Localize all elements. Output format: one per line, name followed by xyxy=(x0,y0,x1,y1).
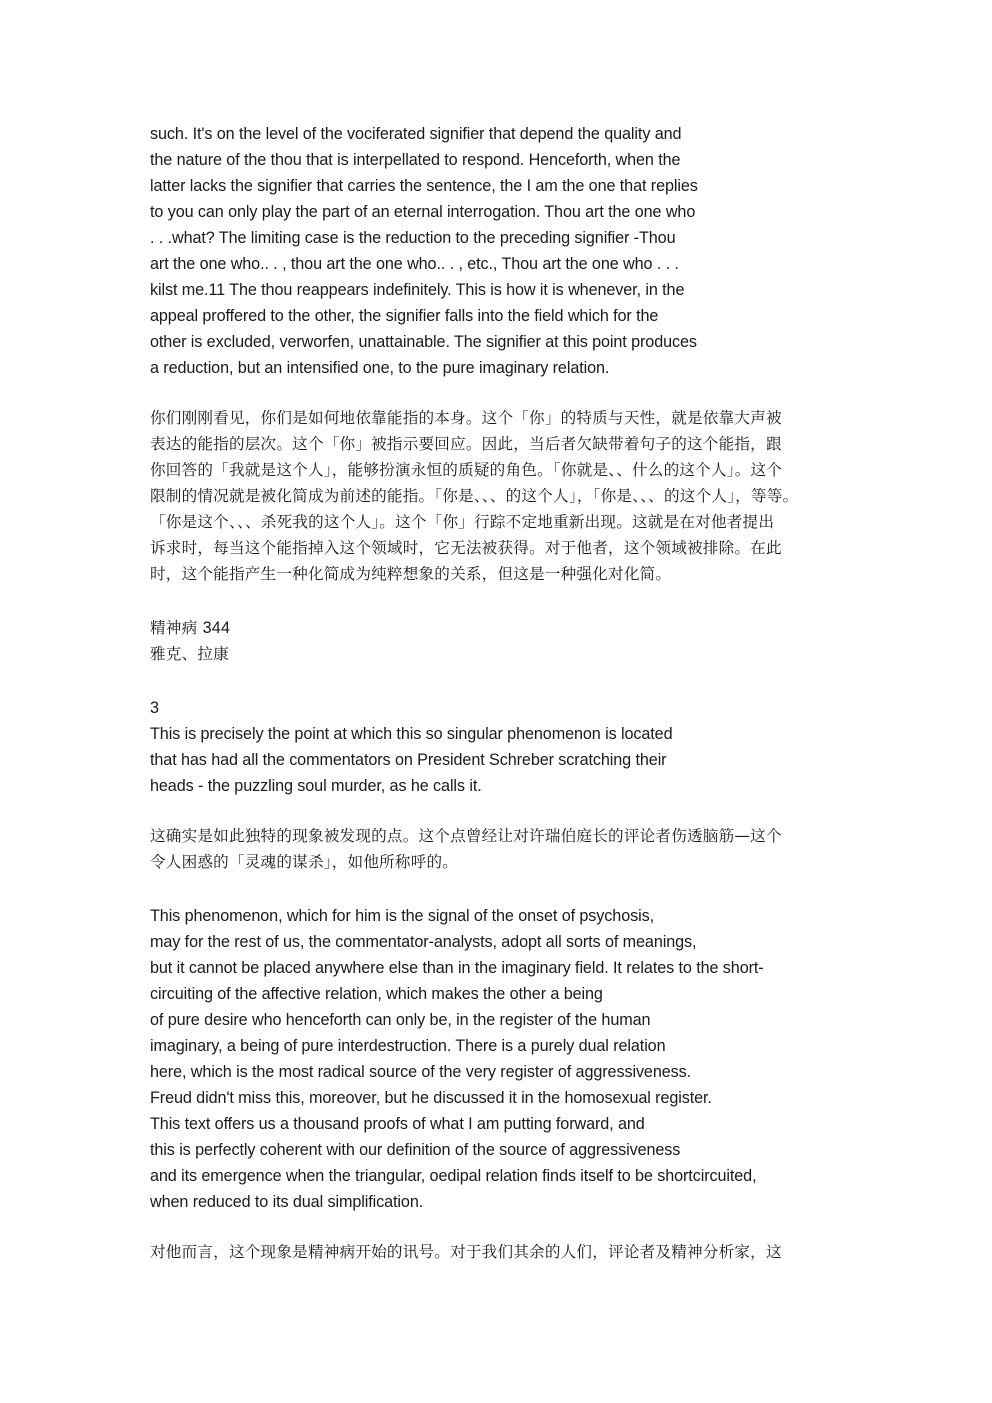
text-line: a reduction, but an intensified one, to the pure imaginary relation. xyxy=(150,359,610,377)
text-line: 对他而言，这个现象是精神病开始的讯号。对于我们其余的人们，评论者及精神分析家，这 xyxy=(150,1243,782,1261)
text-line: when reduced to its dual simplification. xyxy=(150,1193,424,1211)
paragraph-gap xyxy=(150,667,850,695)
section-heading xyxy=(150,695,850,721)
text-line: 这确实是如此独特的现象被发现的点。这个点曾经让对许瑞伯庭长的评论者伤透脑筋—这个 xyxy=(150,827,782,845)
text-line: to you can only play the part of an eternal interrogation. Thou art the one who xyxy=(150,203,696,221)
text-line: 时，这个能指产生一种化简成为纯粹想象的关系，但这是一种强化对化简。 xyxy=(150,565,672,583)
text-line: 表达的能指的层次。这个「你」被指示要回应。因此，当后者欠缺带着句子的这个能指，跟 xyxy=(150,435,782,453)
text-line: This is precisely the point at which this so singular phenomenon is located xyxy=(150,725,673,743)
paragraph-2-english xyxy=(150,721,850,799)
text-line: latter lacks the signifier that carries the sentence, the I am the one that replies xyxy=(150,177,698,195)
text-line: 你们刚刚看见，你们是如何地依靠能指的本身。这个「你」的特质与天性，就是依靠大声被 xyxy=(150,409,782,427)
paragraph-3-english xyxy=(150,903,850,1215)
header-line xyxy=(150,615,850,641)
text-line: that has had all the commentators on President Schreber scratching their xyxy=(150,751,667,769)
text-line: imaginary, a being of pure interdestruction. There is a purely dual relation xyxy=(150,1037,666,1055)
text-line: 你回答的「我就是这个人」，能够扮演永恒的质疑的角色。「你就是、、什么的这个人」。这个 xyxy=(150,461,783,479)
page-number: 344 xyxy=(202,619,231,637)
text-line: 「你是这个、、、杀死我的这个人」。这个「你」行踪不定地重新出现。这就是在对他者提出 xyxy=(150,513,775,531)
text-line: here, which is the most radical source of the very register of aggressiveness. xyxy=(150,1063,692,1081)
text-line: . . .what? The limiting case is the reduction to the preceding signifier -Thou xyxy=(150,229,676,247)
paragraph-gap xyxy=(150,875,850,903)
paragraph-1-english xyxy=(150,121,850,381)
text-line: Freud didn't miss this, moreover, but he discussed it in the homosexual register. xyxy=(150,1089,712,1107)
header-author: 雅克、拉康 xyxy=(150,645,229,663)
paragraph-1-chinese xyxy=(150,405,850,587)
text-line: heads - the puzzling soul murder, as he calls it. xyxy=(150,777,482,795)
text-line: may for the rest of us, the commentator-analysts, adopt all sorts of meanings, xyxy=(150,933,697,951)
document-page xyxy=(150,121,850,1265)
text-line: of pure desire who henceforth can only be, in the register of the human xyxy=(150,1011,651,1029)
paragraph-gap xyxy=(150,799,850,823)
section-number: 3 xyxy=(150,699,159,717)
text-line: 诉求时，每当这个能指掉入这个领域时，它无法被获得。对于他者，这个领域被排除。在此 xyxy=(150,539,782,557)
text-line: such. It's on the level of the vociferated signifier that depend the quality and xyxy=(150,125,682,143)
text-line: appeal proffered to the other, the signifier falls into the field which for the xyxy=(150,307,659,325)
text-line: other is excluded, verworfen, unattainable. The signifier at this point produces xyxy=(150,333,697,351)
text-line: and its emergence when the triangular, oedipal relation finds itself to be shortcircuited, xyxy=(150,1167,757,1185)
paragraph-2-chinese xyxy=(150,823,850,875)
text-line: but it cannot be placed anywhere else than in the imaginary field. It relates to the short- xyxy=(150,959,764,977)
text-line: circuiting of the affective relation, which makes the other a being xyxy=(150,985,603,1003)
paragraph-gap xyxy=(150,587,850,615)
text-line: 限制的情况就是被化简成为前述的能指。「你是、、、的这个人」，「你是、、、的这个人」，等等。 xyxy=(150,487,799,505)
header-title: 精神病 xyxy=(150,619,198,637)
text-line: 令人困惑的「灵魂的谋杀」，如他所称呼的。 xyxy=(150,853,459,871)
paragraph-gap xyxy=(150,381,850,405)
running-header xyxy=(150,615,850,667)
text-line: the nature of the thou that is interpellated to respond. Henceforth, when the xyxy=(150,151,681,169)
text-line: this is perfectly coherent with our definition of the source of aggressiveness xyxy=(150,1141,681,1159)
text-line: This phenomenon, which for him is the signal of the onset of psychosis, xyxy=(150,907,654,925)
text-line: kilst me.11 The thou reappears indefinitely. This is how it is whenever, in the xyxy=(150,281,685,299)
text-line: art the one who.. . , thou art the one who.. . , etc., Thou art the one who . . . xyxy=(150,255,679,273)
paragraph-gap xyxy=(150,1215,850,1239)
text-line: This text offers us a thousand proofs of what I am putting forward, and xyxy=(150,1115,645,1133)
paragraph-3-chinese xyxy=(150,1239,850,1265)
